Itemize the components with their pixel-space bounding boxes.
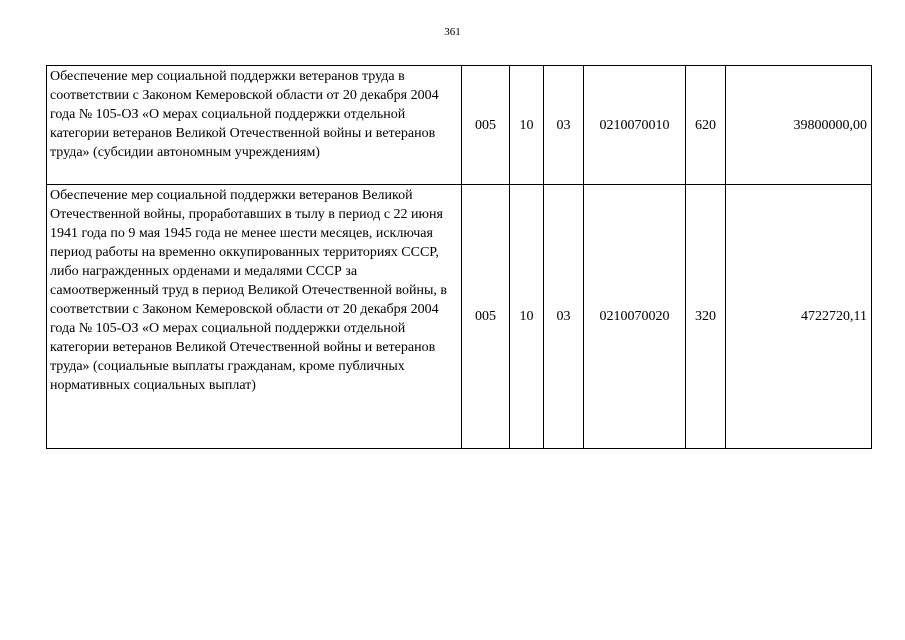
expense-type-cell: 320 (686, 185, 726, 449)
budget-table (46, 65, 872, 449)
target-article-cell: 0210070020 (584, 185, 686, 449)
amount-cell: 39800000,00 (726, 66, 872, 185)
amount-cell: 4722720,11 (726, 185, 872, 449)
ministry-code-cell: 005 (462, 66, 510, 185)
table-row (47, 185, 872, 449)
page-number: 361 (444, 26, 461, 38)
table-row (47, 66, 872, 185)
subsection-cell: 03 (544, 185, 584, 449)
subsection-cell: 03 (544, 66, 584, 185)
expense-type-cell: 620 (686, 66, 726, 185)
section-cell: 10 (510, 185, 544, 449)
section-cell: 10 (510, 66, 544, 185)
row-description: Обеспечение мер социальной поддержки ветеранов Великой Отечественной войны, проработавших в тылу в период с 22 июня 1941 года по 9 мая 1945 года не менее шести месяцев, исключая период работы на временно оккупированных территориях СССР, либо награжденных орденами и медалями СССР за самоотверженный труд в период Великой Отечественной войны, в соответствии с Законом Кемеровской области от 20 декабря 2004 года № 105-ОЗ «О мерах социальной поддержки отдельной категории ветеранов Великой Отечественной войны и ветеранов труда» (социальные выплаты гражданам, кроме публичных нормативных социальных выплат) (47, 185, 462, 449)
target-article-cell: 0210070010 (584, 66, 686, 185)
row-description: Обеспечение мер социальной поддержки ветеранов труда в соответствии с Законом Кемеровской области от 20 декабря 2004 года № 105-ОЗ «О мерах социальной поддержки отдельной категории ветеранов Великой Отечественной войны и ветеранов труда» (субсидии автономным учреждениям) (47, 66, 462, 185)
ministry-code-cell: 005 (462, 185, 510, 449)
